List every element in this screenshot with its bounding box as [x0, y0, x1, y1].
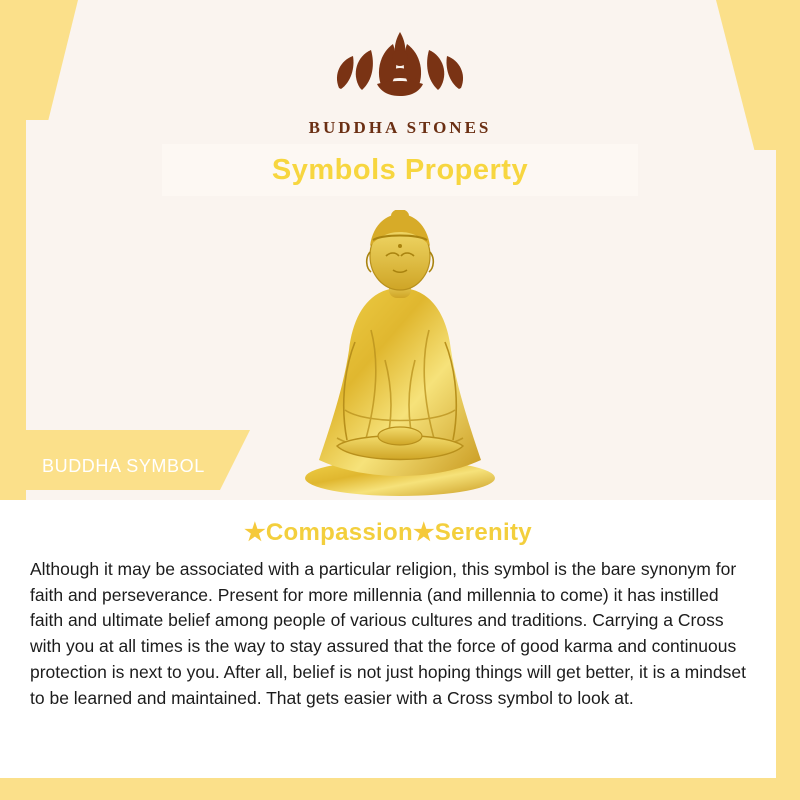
hero-label: BUDDHA SYMBOL — [42, 455, 205, 476]
decor-edge-bottom — [0, 778, 800, 800]
lotus-meditation-figure-icon — [315, 22, 485, 114]
subtitle-word-serenity: Serenity — [434, 519, 532, 546]
content-subtitle — [0, 518, 776, 547]
title-bar — [162, 144, 638, 196]
brand-name: BUDDHA STONES — [308, 118, 492, 137]
star-icon-right: ★ — [412, 519, 435, 546]
content-paragraph: Although it may be associated with a particular religion, this symbol is the bare synonym for faith and perseverance. Present for more millennia (and millennia to come) it has instilled faith and ultimate belief among people of various cultures and traditions. Carrying a Cross with you at all times is the way to stay assured that the force of good karma and continuous protection is next to you. After all, belief is not just hoping things will get better, it is a mindset to be learned and maintained. That gets easier with a Cross symbol to look at. — [30, 559, 746, 708]
brand-logo — [0, 22, 800, 138]
page-title: Symbols Property — [271, 153, 529, 186]
star-icon-left: ★ — [244, 519, 266, 546]
seated-buddha-icon — [285, 210, 515, 500]
content-panel — [0, 500, 776, 778]
subtitle-word-compassion: Compassion — [265, 519, 413, 546]
